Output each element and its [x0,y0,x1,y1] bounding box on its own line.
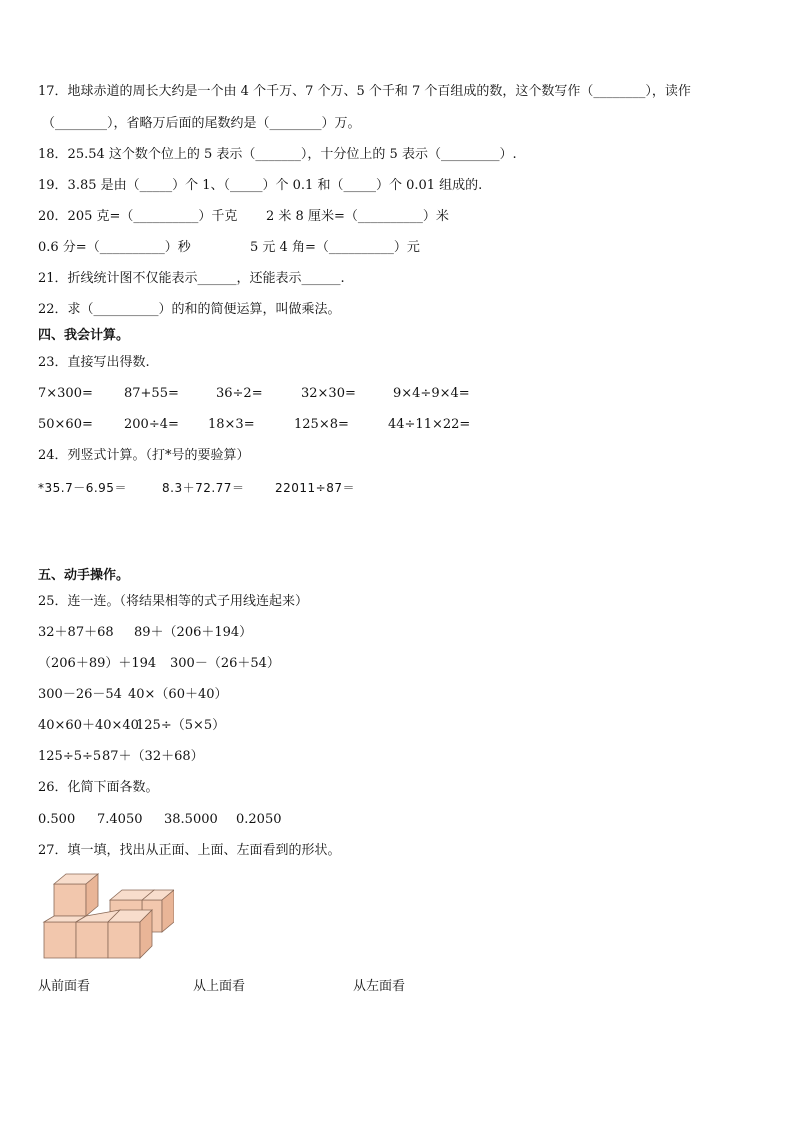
q22: 22．求（__________）的和的简便运算，叫做乘法。 [38,302,341,317]
q26-num-3: 38.5000 [164,812,218,827]
q20-b: 2 米 8 厘米=（__________）米 [266,209,449,224]
cube-front-3 [108,910,152,958]
q18: 18．25.54 这个数个位上的 5 表示（_______），十分位上的 5 表示（_________）. [38,147,517,162]
q26-num-4: 0.2050 [236,812,282,827]
q25-left-1: 32＋87＋68 [38,625,114,640]
q21: 21．折线统计图不仅能表示______，还能表示______. [38,271,345,286]
q25-right-2: 300－（26＋54） [170,656,280,671]
section5-heading: 五、动手操作。 [38,568,130,583]
q26-num-2: 7.4050 [97,812,143,827]
q20-a: 20．205 克=（__________）千克 [38,209,238,224]
q25-title: 25．连一连。（将结果相等的式子用线连起来） [38,594,309,609]
view-top-label: 从上面看 [193,979,246,994]
q25-right-3: 40×（60＋40） [128,687,228,702]
q25-left-2: （206＋89）＋194 [38,656,157,671]
q25-right-4: 125÷（5×5） [136,718,226,733]
cube-stack-figure [42,870,174,966]
q25-left-4: 40×60＋40×40 [38,718,139,733]
q23-r2-c5: 44÷11×22= [388,417,471,432]
q27-title: 27．填一填，找出从正面、上面、左面看到的形状。 [38,843,341,858]
q23-r1-c3: 36÷2= [216,386,263,401]
q23-r1-c4: 32×30= [301,386,356,401]
section4-heading: 四、我会计算。 [38,328,130,343]
q23-r1-c1: 7×300= [38,386,93,401]
q23-r2-c3: 18×3= [208,417,255,432]
q23-r1-c5: 9×4÷9×4= [393,386,470,401]
q25-left-3: 300－26－54 [38,687,122,702]
q25-right-5: 87＋（32＋68） [102,749,204,764]
q24-item-1: *35.7－6.95＝ [38,481,127,495]
q23-r1-c2: 87+55= [124,386,179,401]
cube-top [54,874,98,916]
view-left-label: 从左面看 [353,979,406,994]
q23-r2-c2: 200÷4= [124,417,179,432]
q24-item-3: 22011÷87＝ [275,481,355,495]
q17-line2: （________），省略万后面的尾数约是（________）万。 [42,116,361,131]
q24-title: 24．列竖式计算。（打*号的要验算） [38,448,250,463]
view-front-label: 从前面看 [38,979,91,994]
q17-line1: 17．地球赤道的周长大约是一个由 4 个千万、7 个万、5 个千和 7 个百组成的数，这个数写作（________），读作 [38,84,691,99]
q19: 19．3.85 是由（_____）个 1、（_____）个 0.1 和（_____）个 0.01 组成的. [38,178,483,193]
q23-r2-c1: 50×60= [38,417,93,432]
q25-left-5: 125÷5÷5 [38,749,102,764]
q26-num-1: 0.500 [38,812,76,827]
q24-item-2: 8.3＋72.77＝ [162,481,245,495]
q23-r2-c4: 125×8= [294,417,349,432]
q25-right-1: 89＋（206＋194） [134,625,253,640]
q20-c: 0.6 分=（__________）秒 [38,240,191,255]
q23-title: 23．直接写出得数. [38,355,150,370]
q26-title: 26．化简下面各数。 [38,780,159,795]
q20-d: 5 元 4 角=（__________）元 [250,240,420,255]
